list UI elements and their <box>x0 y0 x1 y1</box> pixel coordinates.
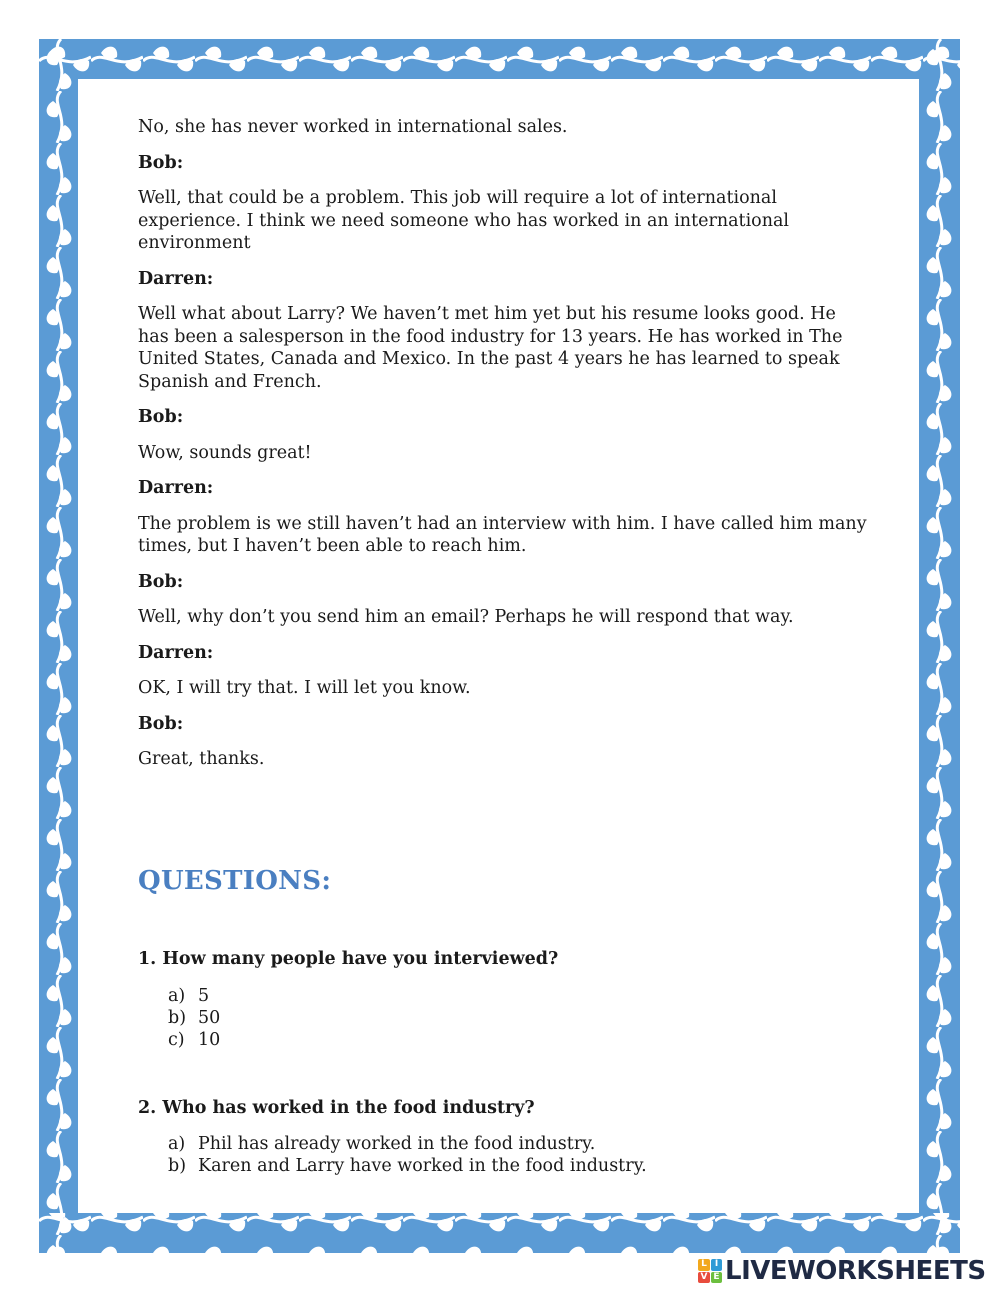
dialogue-line: Well, that could be a problem. This job will require a lot of international experience. I think we need someone who has worked in an international environment <box>138 188 790 253</box>
option-item[interactable] <box>168 1029 220 1051</box>
option-letter: b) <box>168 1008 187 1028</box>
dialogue-line: Well, why don’t you send him an email? Perhaps he will respond that way. <box>138 607 794 627</box>
question-1-options <box>168 985 220 1051</box>
speaker-name: Bob: <box>138 571 184 592</box>
logo-letter: E <box>711 1272 723 1284</box>
dialogue-section <box>138 116 868 784</box>
option-item[interactable] <box>168 1155 647 1177</box>
speaker-name: Bob: <box>138 152 184 173</box>
option-letter: a) <box>168 1134 186 1154</box>
question-2-options <box>168 1133 647 1177</box>
option-text: Phil has already worked in the food industry. <box>198 1134 596 1154</box>
option-text: 10 <box>198 1030 221 1050</box>
dialogue-line: The problem is we still haven’t had an interview with him. I have called him many times, but I haven’t been able to reach him. <box>138 513 867 556</box>
option-text: 5 <box>198 986 210 1006</box>
question-2: 2. Who has worked in the food industry? <box>138 1098 535 1118</box>
option-text: 50 <box>198 1008 221 1028</box>
dialogue-line: Wow, sounds great! <box>138 442 312 463</box>
speaker-name: Bob: <box>138 407 184 427</box>
option-item[interactable] <box>168 1007 220 1029</box>
option-letter: b) <box>168 1156 187 1176</box>
speaker-name: Darren: <box>138 268 214 289</box>
option-text: Karen and Larry have worked in the food industry. <box>198 1156 647 1176</box>
logo-letter: V <box>698 1272 710 1284</box>
logo-letter: I <box>711 1259 723 1271</box>
speaker-name: Darren: <box>138 478 214 498</box>
option-letter: a) <box>168 986 186 1006</box>
option-letter: c) <box>168 1030 185 1050</box>
option-item[interactable] <box>168 1133 647 1155</box>
option-item[interactable] <box>168 985 220 1007</box>
dialogue-line: No, she has never worked in international sales. <box>138 117 568 137</box>
liveworksheets-brand[interactable] <box>698 1257 986 1285</box>
dialogue-line: Great, thanks. <box>138 749 265 769</box>
brand-text: LIVEWORKSHEETS <box>725 1256 986 1286</box>
dialogue-line: Well what about Larry? We haven’t met him yet but his resume looks good. He has been a salesperson in the food industry for 13 years. He has worked in The United States, Canada and Mexico. In the past 4 years he has learned to speak Spanish and French. <box>138 304 843 392</box>
speaker-name: Bob: <box>138 713 184 734</box>
speaker-name: Darren: <box>138 642 214 663</box>
questions-heading: QUESTIONS: <box>138 866 332 896</box>
dialogue-line: OK, I will try that. I will let you know. <box>138 678 471 698</box>
question-1: 1. How many people have you interviewed? <box>138 949 559 969</box>
logo-letter: L <box>698 1259 710 1271</box>
liveworksheets-logo-icon <box>698 1259 722 1283</box>
